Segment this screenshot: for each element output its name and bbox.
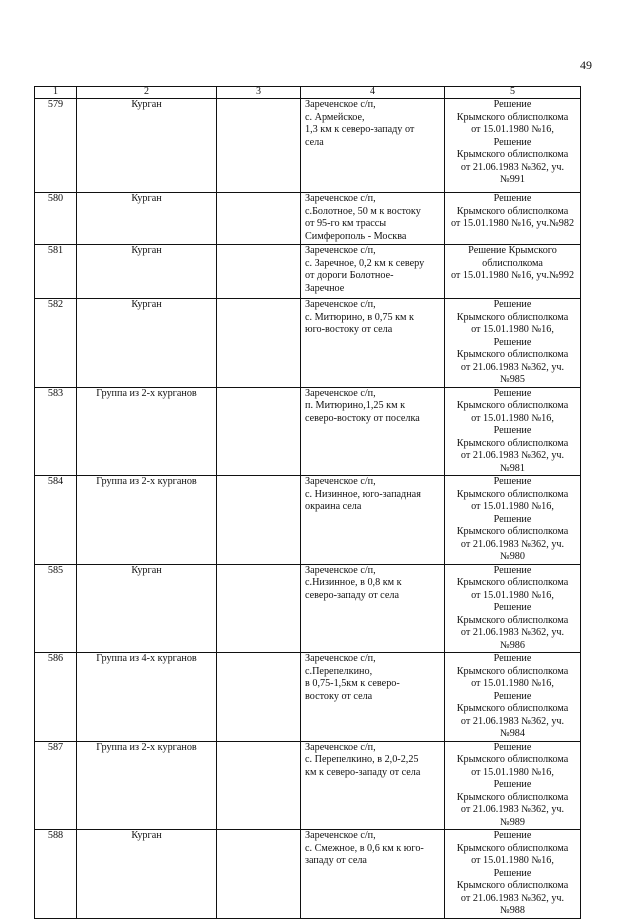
header-col-3: 3: [217, 87, 301, 99]
header-col-4: 4: [301, 87, 445, 99]
document-cell: Решение Крымского облисполкома от 15.01.1980 №16, Решение Крымского облисполкома от 21.06.1983 №362, уч.№980: [445, 476, 581, 565]
table-row: [35, 741, 581, 830]
location-cell: Зареченское с/п, с.Перепелкино, в 0,75-1,5км к северо- востоку от села: [301, 653, 445, 742]
monument-name: Курган: [77, 99, 217, 193]
row-number: 586: [35, 653, 77, 742]
document-cell: Решение Крымского облисполкома от 15.01.1980 №16, уч.№992: [445, 245, 581, 299]
monument-name: Группа из 2-х курганов: [77, 387, 217, 476]
col3-cell: [217, 741, 301, 830]
table-row: [35, 299, 581, 388]
monument-name: Курган: [77, 564, 217, 653]
row-number: 581: [35, 245, 77, 299]
document-cell: Решение Крымского облисполкома от 15.01.1980 №16, Решение Крымского облисполкома от 21.06.1983 №362, уч.№991: [445, 99, 581, 193]
location-cell: Зареченское с/п, с. Митюрино, в 0,75 км к юго-востоку от села: [301, 299, 445, 388]
document-cell: Решение Крымского облисполкома от 15.01.1980 №16, Решение Крымского облисполкома от 21.06.1983 №362, уч.№988: [445, 830, 581, 919]
row-number: 584: [35, 476, 77, 565]
document-cell: Решение Крымского облисполкома от 15.01.1980 №16, Решение Крымского облисполкома от 21.06.1983 №362, уч.№985: [445, 299, 581, 388]
monument-name: Курган: [77, 299, 217, 388]
monument-name: Группа из 4-х курганов: [77, 653, 217, 742]
table-row: [35, 245, 581, 299]
monument-name: Группа из 2-х курганов: [77, 741, 217, 830]
col3-cell: [217, 299, 301, 388]
monument-name: Курган: [77, 245, 217, 299]
table-row: [35, 653, 581, 742]
header-col-2: 2: [77, 87, 217, 99]
document-cell: Решение Крымского облисполкома от 15.01.1980 №16, Решение Крымского облисполкома от 21.06.1983 №362, уч.№989: [445, 741, 581, 830]
document-cell: Решение Крымского облисполкома от 15.01.1980 №16, уч.№982: [445, 193, 581, 245]
table-row: [35, 564, 581, 653]
row-number: 580: [35, 193, 77, 245]
row-number: 585: [35, 564, 77, 653]
location-cell: Зареченское с/п, с. Армейское, 1,3 км к северо-западу от села: [301, 99, 445, 193]
table-row: [35, 387, 581, 476]
col3-cell: [217, 193, 301, 245]
monument-name: Курган: [77, 193, 217, 245]
location-cell: Зареченское с/п, с.Болотное, 50 м к востоку от 95-го км трассы Симферополь - Москва: [301, 193, 445, 245]
col3-cell: [217, 653, 301, 742]
table-row: [35, 193, 581, 245]
monument-name: Группа из 2-х курганов: [77, 476, 217, 565]
header-col-1: 1: [35, 87, 77, 99]
row-number: 587: [35, 741, 77, 830]
document-cell: Решение Крымского облисполкома от 15.01.1980 №16, Решение Крымского облисполкома от 21.06.1983 №362, уч.№981: [445, 387, 581, 476]
page-number: 49: [580, 58, 592, 72]
location-cell: Зареченское с/п, с.Низинное, в 0,8 км к северо-западу от села: [301, 564, 445, 653]
location-cell: Зареченское с/п, с. Заречное, 0,2 км к северу от дороги Болотное- Заречное: [301, 245, 445, 299]
location-cell: Зареченское с/п, п. Митюрино,1,25 км к северо-востоку от поселка: [301, 387, 445, 476]
location-cell: Зареченское с/п, с. Перепелкино, в 2,0-2,25 км к северо-западу от села: [301, 741, 445, 830]
monument-name: Курган: [77, 830, 217, 919]
document-cell: Решение Крымского облисполкома от 15.01.1980 №16, Решение Крымского облисполкома от 21.06.1983 №362, уч.№986: [445, 564, 581, 653]
header-row: [35, 87, 581, 99]
row-number: 582: [35, 299, 77, 388]
col3-cell: [217, 387, 301, 476]
header-col-5: 5: [445, 87, 581, 99]
location-cell: Зареченское с/п, с. Низинное, юго-западная окраина села: [301, 476, 445, 565]
row-number: 583: [35, 387, 77, 476]
col3-cell: [217, 99, 301, 193]
document-cell: Решение Крымского облисполкома от 15.01.1980 №16, Решение Крымского облисполкома от 21.06.1983 №362, уч.№984: [445, 653, 581, 742]
heritage-registry-table: [34, 86, 581, 919]
col3-cell: [217, 476, 301, 565]
table-row: [35, 99, 581, 193]
location-cell: Зареченское с/п, с. Смежное, в 0,6 км к юго- западу от села: [301, 830, 445, 919]
table-row: [35, 476, 581, 565]
row-number: 588: [35, 830, 77, 919]
col3-cell: [217, 564, 301, 653]
col3-cell: [217, 245, 301, 299]
row-number: 579: [35, 99, 77, 193]
